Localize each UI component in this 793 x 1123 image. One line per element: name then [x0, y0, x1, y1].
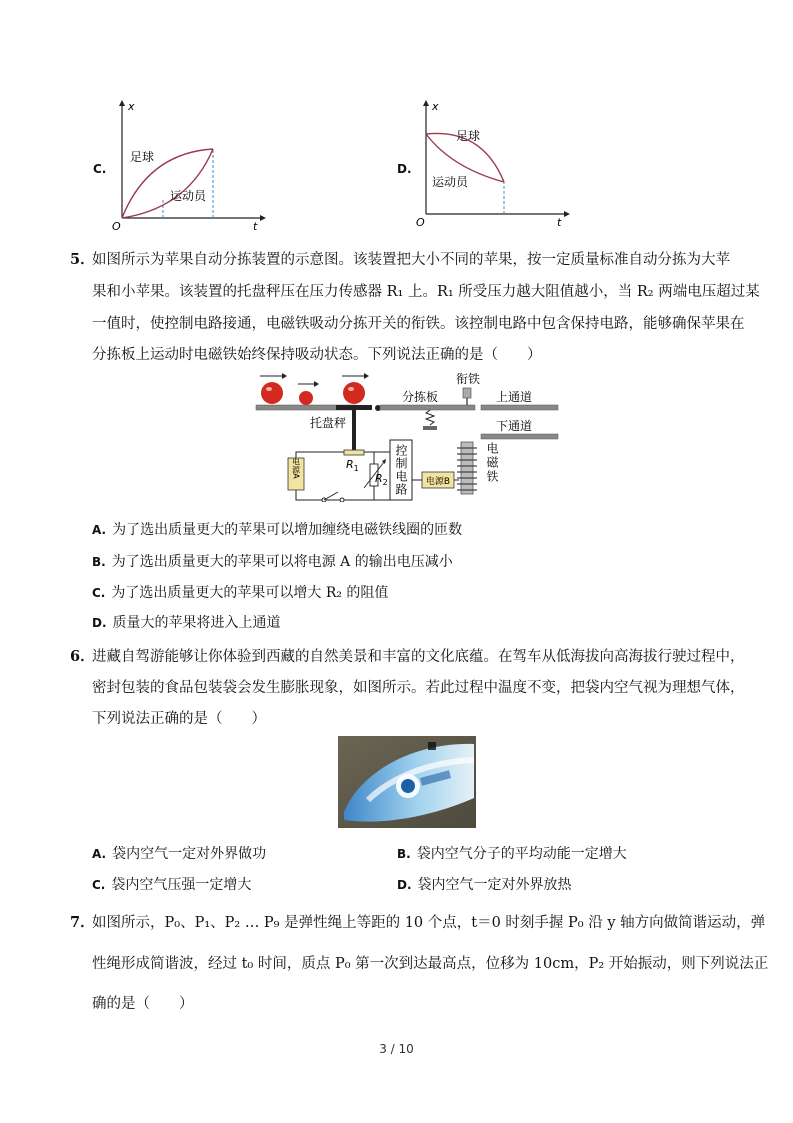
q6-food-bag-photo	[338, 736, 476, 828]
option-d-label: D.	[397, 162, 412, 176]
graph-c-x-label: t	[253, 220, 258, 233]
q5-line-1: 如图所示为苹果自动分拣装置的示意图。该装置把大小不同的苹果，按一定质量标准自动分拣为大苹	[92, 252, 730, 268]
graph-d-origin: O	[416, 216, 425, 229]
r1-label: $R_1$	[346, 458, 359, 473]
q5-line-3: 一值时，使控制电路接通，电磁铁吸动分拣开关的衔铁。该控制电路中包含保持电路，能够确保苹果在	[92, 316, 745, 332]
q5-option-c[interactable]: C. 为了选出质量更大的苹果可以增大 R₂ 的阻值	[92, 585, 389, 601]
q6-line-1: 进藏自驾游能够让你体验到西藏的自然美景和丰富的文化底蕴。在驾车从低海拔向高海拔行驶过程中，	[92, 649, 745, 665]
q6-option-c[interactable]: C. 袋内空气压强一定增大	[92, 877, 252, 893]
graph-d	[412, 98, 572, 233]
q5-line-4: 分拣板上运动时电磁铁始终保持吸动状态。下列说法正确的是（ ）	[92, 347, 542, 363]
source-a-label: 电源A	[291, 457, 301, 479]
q5-line-2: 果和小苹果。该装置的托盘秤压在压力传感器 R₁ 上。R₁ 所受压力越大阻值越小，当 R₂ 两端电压超过某	[92, 284, 760, 300]
q6-number: 6．	[70, 648, 95, 665]
q6-line-2: 密封包装的食品包装袋会发生膨胀现象，如图所示。若此过程中温度不变，把袋内空气视为理想气体，	[92, 680, 745, 696]
q7-line-2: 性绳形成简谐波，经过 t₀ 时间，质点 P₀ 第一次到达最高点，位移为 10cm，P₂ 开始振动，则下列说法正	[92, 956, 769, 972]
page-number: 3 / 10	[379, 1042, 414, 1056]
graph-c-origin: O	[112, 220, 121, 233]
q6-option-d[interactable]: D. 袋内空气一定对外界放热	[397, 877, 572, 893]
armature-label: 衔铁	[456, 372, 481, 386]
q5-option-a[interactable]: A. 为了选出质量更大的苹果可以增加缠绕电磁铁线圈的匝数	[92, 522, 463, 538]
apple-large-1	[260, 373, 287, 404]
option-c-label: C.	[93, 162, 107, 176]
graph-c	[108, 98, 268, 233]
q7-number: 7．	[70, 914, 95, 931]
graph-d-label-football: 足球	[456, 129, 481, 143]
q5-sorting-diagram	[252, 368, 562, 502]
source-b-label: 电源B	[425, 477, 451, 487]
q6-line-3: 下列说法正确的是（ ）	[92, 711, 266, 727]
q7-line-3: 确的是（ ）	[92, 996, 194, 1012]
lower-channel-label: 下通道	[496, 419, 533, 433]
q5-option-d[interactable]: D. 质量大的苹果将进入上通道	[92, 615, 281, 631]
upper-channel-label: 上通道	[496, 390, 533, 404]
q6-option-a[interactable]: A. 袋内空气一定对外界做功	[92, 846, 267, 862]
apple-small	[298, 381, 319, 405]
graph-d-x-label: t	[557, 216, 562, 229]
q6-option-b[interactable]: B. 袋内空气分子的平均动能一定增大	[397, 846, 627, 862]
graph-c-label-athlete: 运动员	[170, 189, 207, 203]
graph-c-y-label: x	[128, 100, 135, 113]
tray-label: 托盘秤	[310, 416, 347, 430]
control-circuit-label: 控制电路	[394, 444, 408, 496]
q5-option-b[interactable]: B. 为了选出质量更大的苹果可以将电源 A 的输出电压减小	[92, 554, 453, 570]
graph-c-label-football: 足球	[130, 150, 155, 164]
electromagnet-label: 电磁铁	[485, 442, 499, 484]
sort-board-label: 分拣板	[402, 390, 439, 404]
r2-label: $R_2$	[375, 472, 388, 487]
apple-large-2	[342, 373, 369, 404]
q5-number: 5．	[70, 251, 95, 268]
graph-d-y-label: x	[432, 100, 439, 113]
q7-line-1: 如图所示，P₀、P₁、P₂ … P₉ 是弹性绳上等距的 10 个点，t＝0 时刻手握 P₀ 沿 y 轴方向做简谐运动，弹	[92, 915, 766, 931]
graph-d-label-athlete: 运动员	[432, 175, 469, 189]
